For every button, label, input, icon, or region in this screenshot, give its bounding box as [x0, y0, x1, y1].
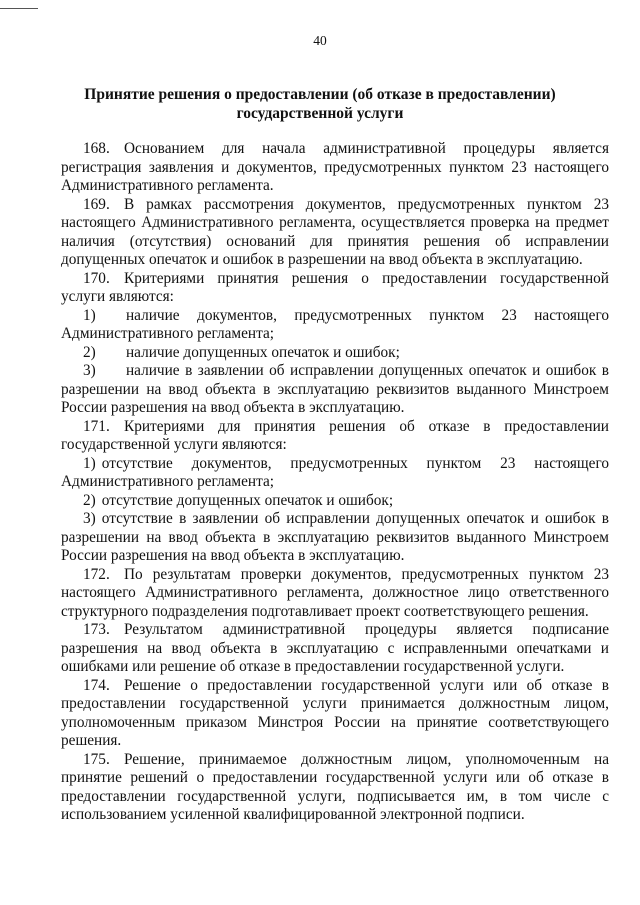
paragraph-number: 173.	[83, 621, 110, 638]
paragraph	[61, 677, 609, 751]
paragraph	[61, 196, 609, 270]
section-title	[60, 85, 580, 123]
section-title-line-1: Принятие решения о предоставлении (об отказе в предоставлении)	[84, 86, 556, 103]
paragraph-text: Результатом административной процедуры является подписание разрешения на ввод объекта в эксплуатацию с исправленными опечатками и ошибками или решение об отказе в предоставлении государственной услуги.	[61, 621, 609, 675]
paragraph-text: отсутствие в заявлении об исправлении допущенных опечаток и ошибок в разрешении на ввод объекта в эксплуатацию реквизитов выданного Минстроем России разрешения на ввод объекта в эксплуатацию.	[61, 510, 609, 564]
page-number: 40	[313, 33, 327, 48]
section-title-line-2: государственной услуги	[236, 105, 404, 122]
paragraph-number: 170.	[83, 269, 110, 287]
paragraph-number: 3)	[83, 362, 96, 379]
paragraph	[61, 418, 609, 455]
list-item	[61, 510, 609, 566]
paragraph-text: наличие допущенных опечаток и ошибок;	[126, 343, 400, 361]
paragraph-text: Решение, принимаемое должностным лицом, уполномоченным на принятие решений о предоставлении государственной услуги или об отказе в предоставлении государственной услуги, подписывается им, в том числе с использованием усиленной квалифицированной электронной подписи.	[61, 750, 609, 823]
paragraph-text: наличие в заявлении об исправлении допущенных опечаток и ошибок в разрешении на ввод объекта в эксплуатацию реквизитов выданного Минстроем России разрешения на ввод объекта в эксплуатацию.	[61, 362, 609, 416]
paragraph-number: 1)	[83, 454, 96, 472]
paragraph-number: 169.	[83, 195, 110, 213]
list-item	[61, 362, 609, 418]
paragraph-text: наличие документов, предусмотренных пунктом 23 настоящего Административного регламента;	[61, 306, 609, 342]
paragraph-number: 2)	[83, 491, 96, 509]
paragraph-number: 168.	[83, 140, 110, 157]
paragraph	[61, 566, 609, 622]
paragraph-number: 1)	[83, 306, 96, 324]
paragraph-number: 171.	[83, 417, 110, 435]
paragraph-number: 3)	[83, 510, 96, 527]
paragraph-number: 172.	[83, 565, 110, 583]
document-body	[61, 140, 609, 825]
list-item	[61, 307, 609, 344]
paragraph-text: отсутствие документов, предусмотренных пунктом 23 настоящего Административного регламента;	[61, 454, 609, 490]
paragraph-text: Основанием для начала административной процедуры является регистрация заявления и документов, предусмотренных пунктом 23 настоящего Административного регламента.	[61, 140, 609, 194]
paragraph	[61, 140, 609, 196]
paragraph-text: Критериями принятия решения о предоставлении государственной услуги являются:	[61, 269, 609, 305]
paragraph-text: Критериями для принятия решения об отказе в предоставлении государственной услуги являются:	[61, 417, 609, 453]
list-item	[61, 492, 609, 511]
paragraph-text: отсутствие допущенных опечаток и ошибок;	[101, 491, 394, 509]
paragraph-number: 174.	[83, 676, 110, 694]
paragraph-text: В рамках рассмотрения документов, предусмотренных пунктом 23 настоящего Административного регламента, осуществляется проверка на предмет наличия (отсутствия) оснований для принятия решения об исправлении допущенных опечаток и ошибок в разрешении на ввод объекта в эксплуатацию.	[61, 195, 609, 268]
paragraph-text: По результатам проверки документов, предусмотренных пунктом 23 настоящего Административного регламента, должностное лицо ответственного структурного подразделения подготавливает проект соответствующего решения.	[61, 565, 609, 620]
list-item	[61, 344, 609, 363]
paragraph-number: 2)	[83, 343, 96, 361]
paragraph	[61, 270, 609, 307]
paragraph	[61, 751, 609, 825]
corner-mark	[0, 0, 38, 9]
paragraph-text: Решение о предоставлении государственной услуги или об отказе в предоставлении государственной услуги принимается должностным лицом, уполномоченным приказом Минстроя России на принятие соответствующего решения.	[61, 676, 609, 749]
paragraph	[61, 621, 609, 677]
list-item	[61, 455, 609, 492]
paragraph-number: 175.	[83, 750, 110, 768]
